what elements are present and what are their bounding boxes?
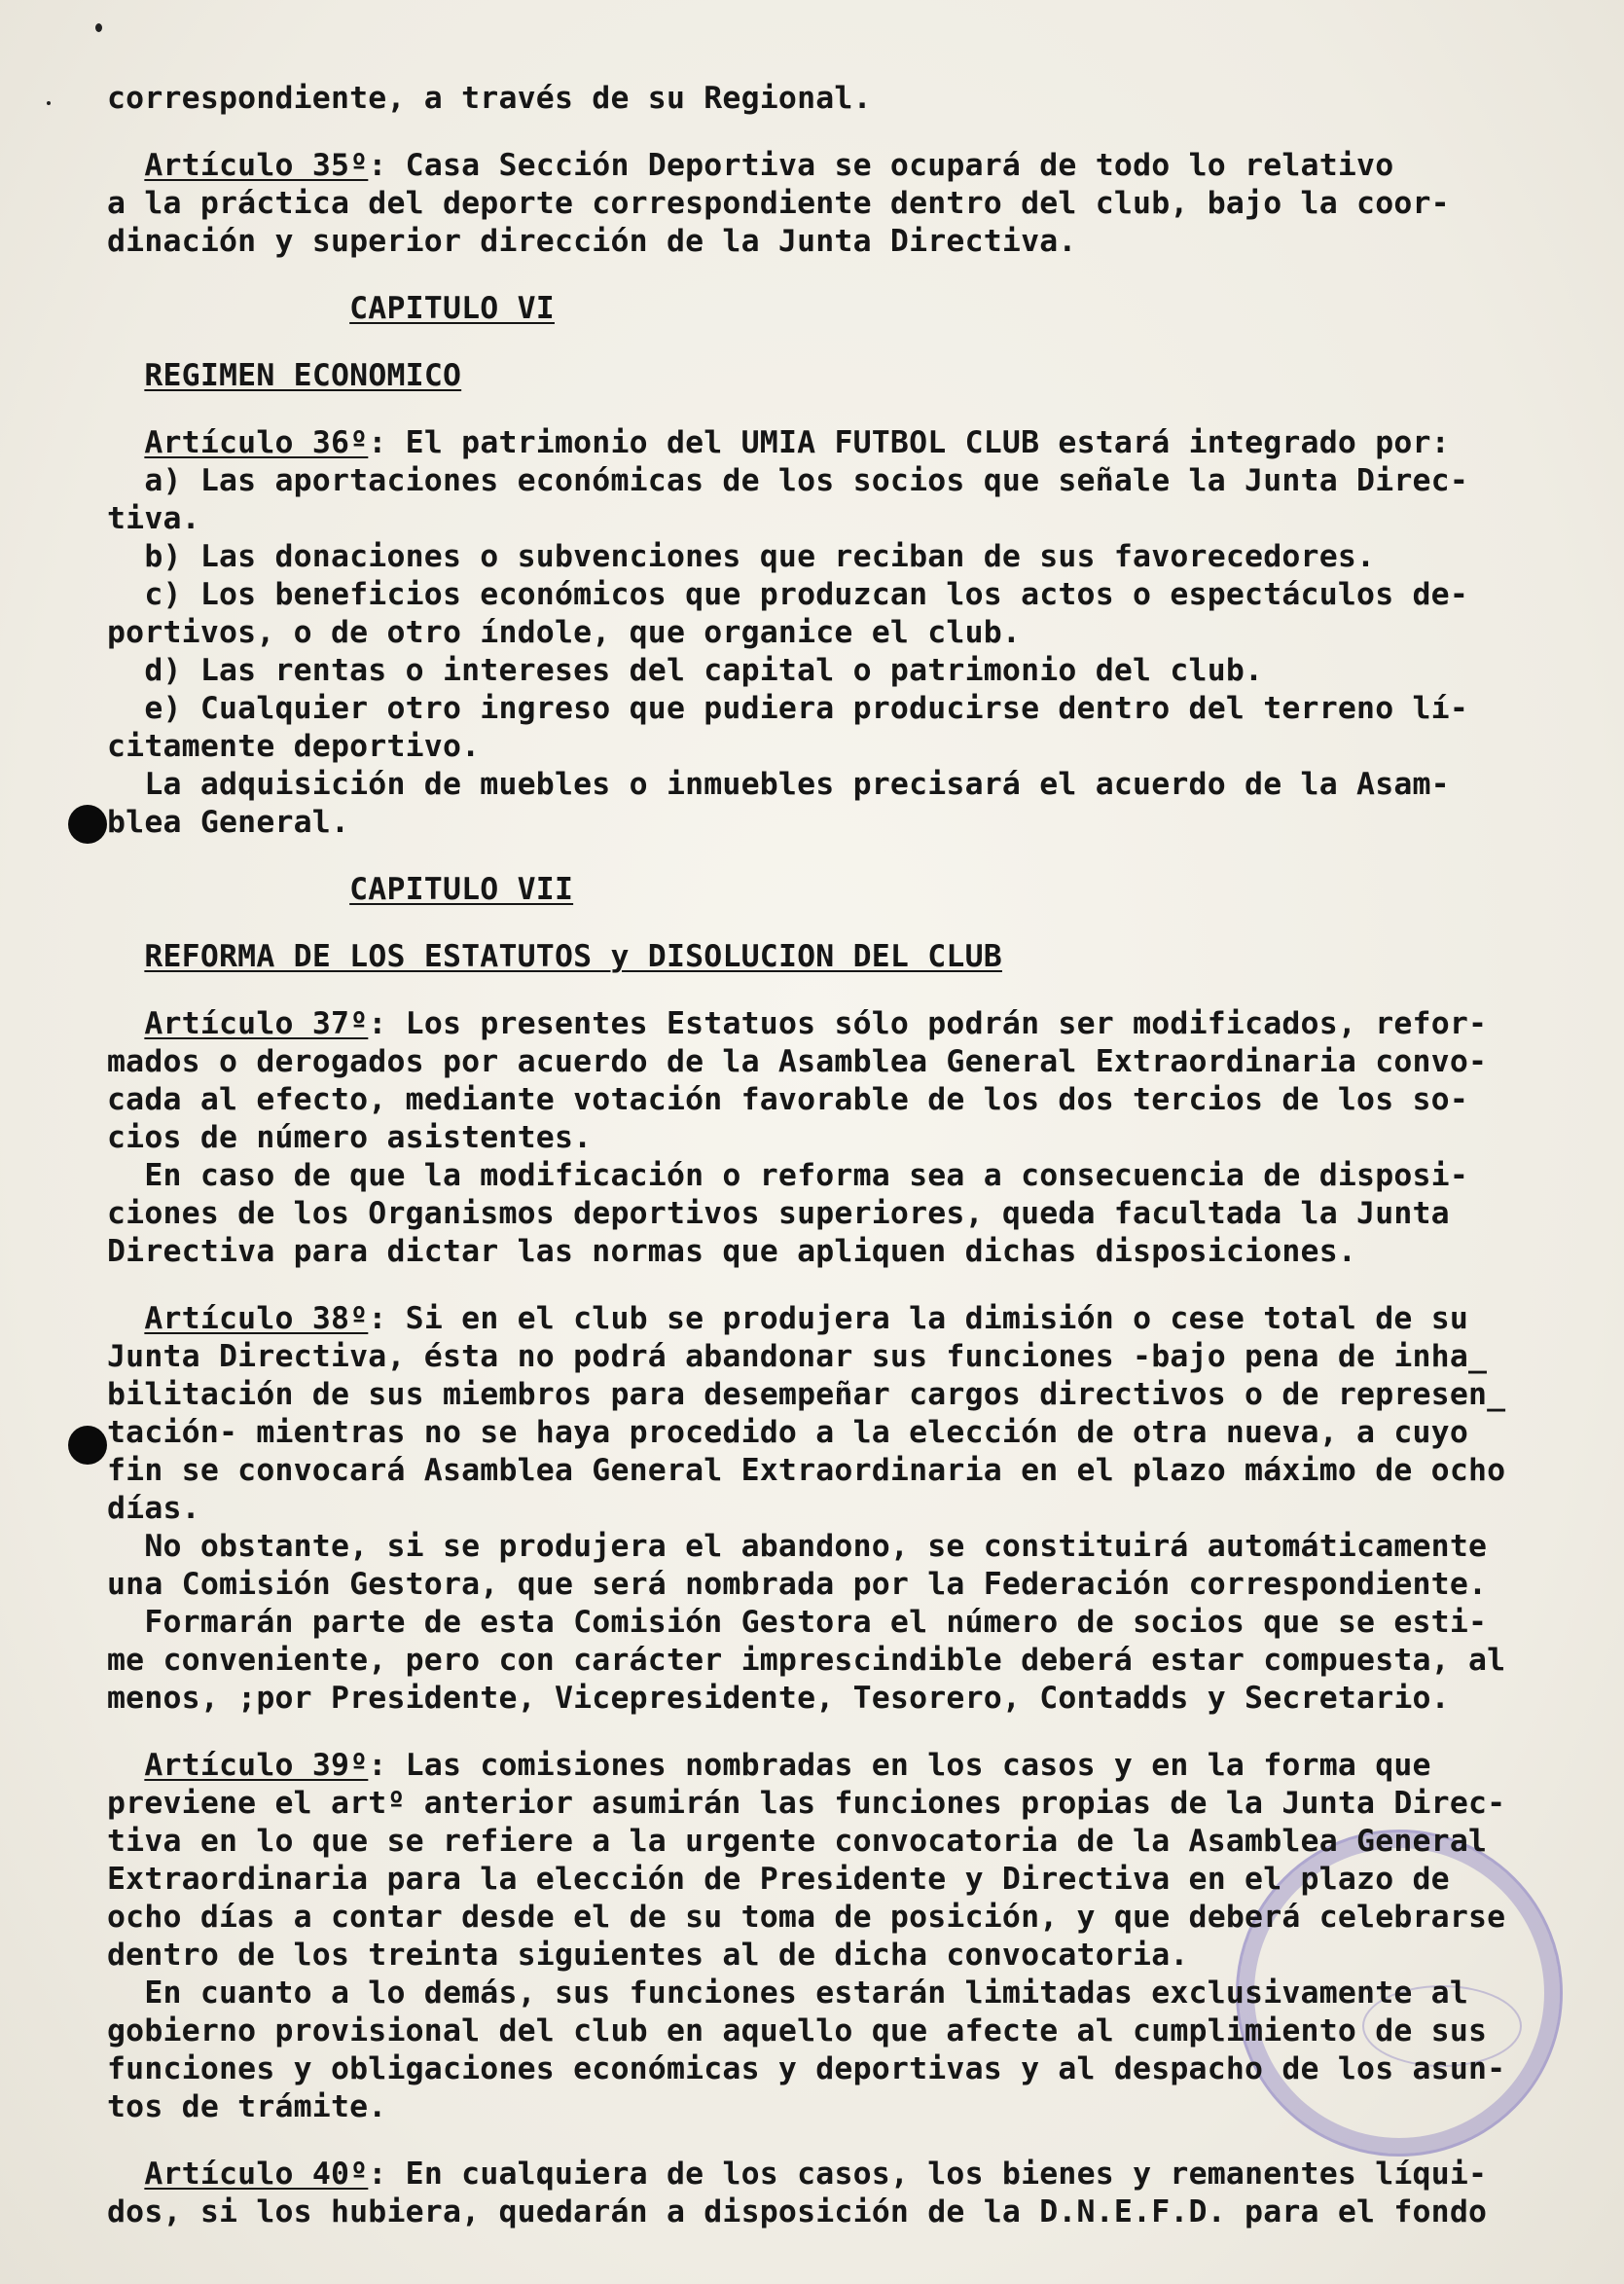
text-line: a la práctica del deporte correspondiente dentro del club, bajo la coor- [107,186,1450,221]
line-gap [107,909,1606,938]
line-gap [107,328,1606,357]
text-line: una Comisión Gestora, que será nombrada por la Federación correspondiente. [107,1567,1488,1602]
line-gap [107,2126,1606,2156]
text-line: e) Cualquier otro ingreso que pudiera producirse dentro del terreno lí- [107,691,1469,726]
text-line: En cuanto a lo demás, sus funciones estarán limitadas exclusivamente al [107,1976,1469,2011]
text-line: blea General. [107,805,350,840]
text-line: dos, si los hubiera, quedarán a disposición de la D.N.E.F.D. para el fondo [107,2194,1488,2230]
text-line: citamente deportivo. [107,729,481,764]
text-line: No obstante, si se produjera el abandono, se constituirá automáticamente [107,1529,1488,1564]
text-line: ciones de los Organismos deportivos superiores, queda facultada la Junta [107,1196,1450,1231]
article-label: Artículo 40º [144,2157,369,2192]
text-line: correspondiente, a través de su Regional. [107,81,872,116]
text-line: Formarán parte de esta Comisión Gestora el número de socios que se esti- [107,1605,1488,1640]
text-line: bilitación de sus miembros para desempeñar cargos directivos o de represen_ [107,1377,1506,1412]
section-heading: CAPITULO VII [349,872,574,907]
text-line: ocho días a contar desde el de su toma de posición, y que deberá celebrarse [107,1900,1506,1935]
line-gap [107,118,1606,147]
article-label: Artículo 39º [144,1748,369,1783]
text-line: cios de número asistentes. [107,1120,593,1155]
article-label: Artículo 35º [144,148,369,183]
ink-speck [47,101,51,105]
text-line: gobierno provisional del club en aquello que afecte al cumplimiento de sus [107,2013,1488,2048]
ink-speck [95,23,102,32]
text-line: En caso de que la modificación o reforma sea a consecuencia de disposi- [107,1158,1469,1193]
text-line: mados o derogados por acuerdo de la Asamblea General Extraordinaria convo- [107,1044,1488,1079]
text-line: a) Las aportaciones económicas de los socios que señale la Junta Direc- [107,463,1469,498]
text-line: Artículo 39º: Las comisiones nombradas en los casos y en la forma que [144,1748,1431,1783]
text-line: Extraordinaria para la elección de Presidente y Directiva en el plazo de [107,1862,1450,1897]
text-line: Artículo 38º: Si en el club se produjera la dimisión o cese total de su [144,1301,1469,1336]
article-label: Artículo 38º [144,1301,369,1336]
text-line: funciones y obligaciones económicas y deportivas y al despacho de los asun- [107,2051,1506,2086]
punch-hole-bottom [68,1426,107,1465]
section-heading: REFORMA DE LOS ESTATUTOS y DISOLUCION DEL CLUB [144,939,1002,974]
text-line: tos de trámite. [107,2089,387,2124]
text-line [107,871,1606,909]
text-line: Artículo 40º: En cualquiera de los casos, los bienes y remanentes líqui- [144,2157,1488,2192]
text-line: b) Las donaciones o subvenciones que reciban de sus favorecedores. [107,539,1376,574]
text-line: La adquisición de muebles o inmuebles precisará el acuerdo de la Asam- [107,767,1450,802]
text-line [107,357,1606,395]
section-heading: REGIMEN ECONOMICO [144,358,462,393]
line-gap [107,395,1606,424]
text-line: tación- mientras no se haya procedido a la elección de otra nueva, a cuyo [107,1415,1469,1450]
text-line [107,290,1606,328]
text-line: Junta Directiva, ésta no podrá abandonar sus funciones -bajo pena de inha_ [107,1339,1488,1374]
text-line: fin se convocará Asamblea General Extraordinaria en el plazo máximo de ocho [107,1453,1506,1488]
line-gap [107,1718,1606,1747]
text-line: días. [107,1491,200,1526]
article-label: Artículo 36º [144,425,369,460]
text-line: dinación y superior dirección de la Junta Directiva. [107,224,1077,259]
text-line: previene el artº anterior asumirán las funciones propias de la Junta Direc- [107,1786,1506,1821]
text-line: tiva. [107,501,200,536]
text-line: Directiva para dictar las normas que apliquen dichas disposiciones. [107,1234,1357,1269]
typed-text-body [107,80,1606,2231]
text-line [107,938,1606,976]
text-line: Artículo 36º: El patrimonio del UMIA FUTBOL CLUB estará integrado por: [144,425,1450,460]
text-line: me conveniente, pero con carácter imprescindible deberá estar compuesta, al [107,1643,1506,1678]
punch-hole-top [68,805,107,844]
article-label: Artículo 37º [144,1006,369,1041]
text-line: c) Los beneficios económicos que produzcan los actos o espectáculos de- [107,577,1469,612]
text-line: tiva en lo que se refiere a la urgente convocatoria de la Asamblea General [107,1824,1488,1859]
text-line: Artículo 35º: Casa Sección Deportiva se ocupará de todo lo relativo [144,148,1394,183]
line-gap [107,842,1606,871]
line-gap [107,976,1606,1005]
text-line: menos, ;por Presidente, Vicepresidente, Tesorero, Contadds y Secretario. [107,1681,1450,1716]
line-gap [107,261,1606,290]
text-line: cada al efecto, mediante votación favorable de los dos tercios de los so- [107,1082,1469,1117]
section-heading: CAPITULO VI [349,291,555,326]
text-line: dentro de los treinta siguientes al de dicha convocatoria. [107,1938,1189,1973]
text-line: Artículo 37º: Los presentes Estatuos sólo podrán ser modificados, refor- [144,1006,1488,1041]
line-gap [107,1271,1606,1300]
text-line: portivos, o de otro índole, que organice el club. [107,615,1022,650]
text-line: d) Las rentas o intereses del capital o patrimonio del club. [107,653,1264,688]
